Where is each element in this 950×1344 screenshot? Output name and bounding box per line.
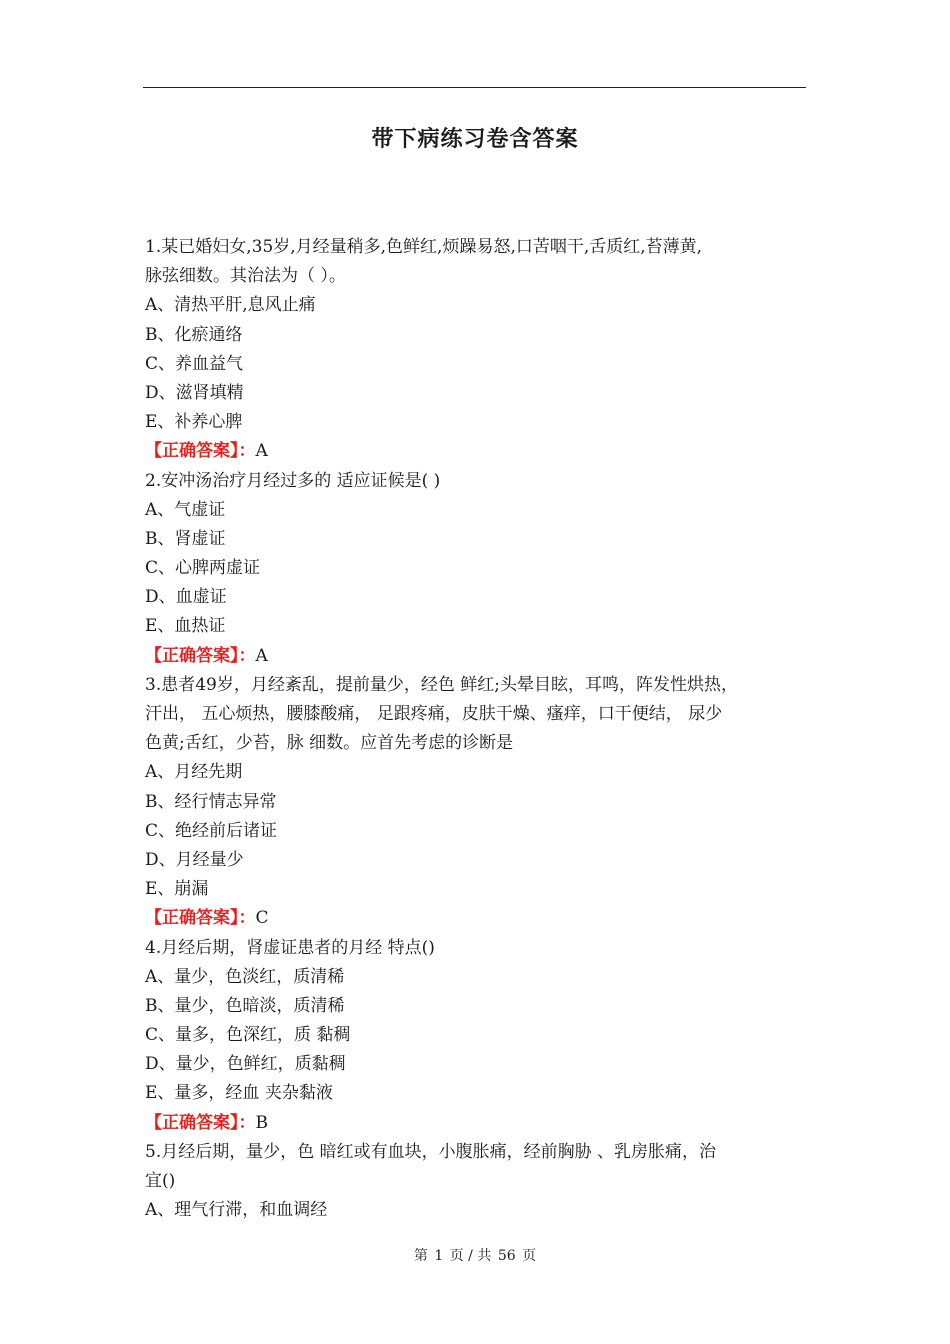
footer-current-page: 1 [434,1248,444,1264]
correct-answer-label: 【正确答案】： [145,645,256,666]
answer-option: D、量少，色鲜红，质黏稠 [145,1054,346,1075]
question-stem-line: 5.月经后期，量少，色 暗红或有血块，小腹胀痛，经前胸胁 、乳房胀痛，治 [145,1141,717,1162]
footer-suffix: 页 [522,1248,537,1264]
correct-answer-line [145,904,810,933]
answer-option: D、滋肾填精 [145,382,244,403]
answer-option: D、血虚证 [145,587,227,608]
question-stem-line: 色黄;舌红，少苔，脉 细数。应首先考虑的诊断是 [145,733,514,754]
answer-option: C、量多，色深红，质 黏稠 [145,1025,351,1046]
question-stem-line: 1.某已婚妇女,35岁,月经量稍多,色鲜红,烦躁易怒,口苦咽干,舌质红,苔薄黄, [145,237,703,257]
correct-answer-value: A [255,645,268,666]
correct-answer-line [145,437,810,466]
answer-option: E、崩漏 [145,879,209,900]
answer-option: A、量少，色淡红，质清稀 [145,966,345,987]
answer-option: A、理气行滞，和血调经 [145,1200,328,1221]
question-stem-line: 脉弦细数。其治法为（ ）。 [145,266,346,287]
answer-option: B、肾虚证 [145,528,226,549]
correct-answer-value: B [255,1112,268,1133]
answer-option: B、化瘀通络 [145,324,243,345]
correct-answer-value: A [255,441,268,462]
correct-answer-label: 【正确答案】： [145,1112,256,1133]
correct-answer-value: C [255,908,269,929]
answer-option: A、月经先期 [145,762,243,783]
answer-option: A、清热平肝,息风止痛 [145,295,316,316]
answer-option: B、量少，色暗淡，质清稀 [145,995,345,1016]
footer-prefix: 第 [413,1248,428,1264]
question-stem-line: 4.月经后期，肾虚证患者的月经 特点() [145,937,435,958]
page-footer [0,1245,950,1265]
correct-answer-line [145,642,810,671]
correct-answer-label: 【正确答案】： [145,908,256,929]
correct-answer-line [145,1109,810,1138]
answer-option: C、养血益气 [145,353,244,374]
question-stem-line: 宜() [145,1171,176,1191]
answer-option: C、绝经前后诸证 [145,820,278,841]
answer-option: E、补养心脾 [145,412,243,433]
question-stem-line: 汗出， 五心烦热，腰膝酸痛， 足跟疼痛，皮肤干燥、瘙痒，口干便结， 尿少 [145,704,723,724]
question-list [145,233,810,1225]
answer-option: D、月经量少 [145,849,244,870]
page-title: 带下病练习卷含答案 [371,126,579,152]
header-rule [143,87,806,88]
answer-option: E、血热证 [145,616,226,637]
answer-option: C、心脾两虚证 [145,558,261,579]
footer-total-pages: 56 [497,1248,516,1264]
answer-option: E、量多，经血 夹杂黏液 [145,1083,333,1104]
footer-middle: 页 / 共 [449,1248,492,1264]
question-stem-line: 2.安冲汤治疗月经过多的 适应证候是( ) [145,470,441,491]
answer-option: B、经行情志异常 [145,791,277,812]
question-stem-line: 3.患者49岁，月经紊乱，提前量少，经色 鲜红;头晕目眩，耳鸣，阵发性烘热， [145,674,738,695]
answer-option: A、气虚证 [145,499,226,520]
correct-answer-label: 【正确答案】： [145,441,256,462]
